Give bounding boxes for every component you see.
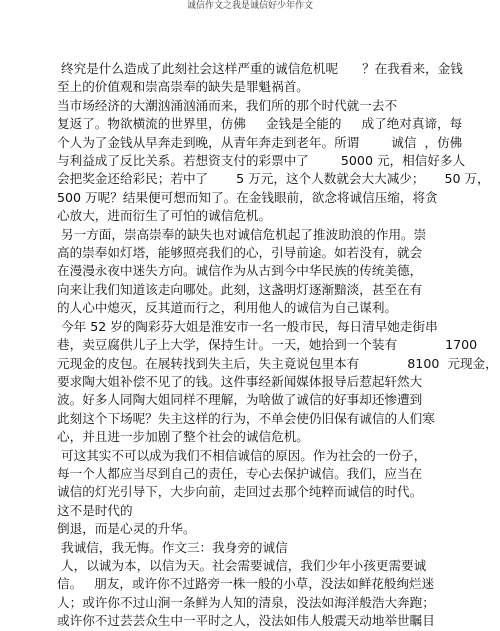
body-line: 人；或许你不过山涧一条鲜为人知的清泉，没法如海洋般浩大奔跑； xyxy=(57,594,435,610)
body-line: 的人心中熄灭，反其道而行之，利用他人的诚信为自己谋利。 xyxy=(57,300,398,316)
body-line: 心放大，进而衍生了可怕的诚信危机。 xyxy=(57,208,272,224)
body-line: 高的崇奉如灯塔，能够照亮我们的心，引导前途。如若没有，就会 xyxy=(57,245,423,261)
body-line: 至上的价值观和崇高崇奉的缺失是罪魁祸首。 xyxy=(57,79,309,95)
body-line: 这不是时代的 xyxy=(57,502,133,518)
body-line: 个人为了金钱从早奔走到晚，从青年奔走到老年。所谓 诚信 ，仿佛 xyxy=(57,134,463,150)
body-line: 可这其实不可以成为我们不相信诚信的原因。作为社会的一份子， xyxy=(57,447,427,463)
body-line: 终究是什么造成了此刻社会这样严重的诚信危机呢 ？在我看来，金钱 xyxy=(57,61,463,76)
body-line: 每一个人都应当尽到自己的责任，专心去保护诚信。我们，应当在 xyxy=(57,465,423,481)
body-line: 与利益成了反比关系。若想资支付的彩票中了 5000 元，相信好多人 xyxy=(57,153,466,169)
body-line: 我诚信，我无悔。作文三：我身旁的诚信 xyxy=(57,539,288,555)
body-line: 人，以诚为本，以信为天。社会需要诚信，我们少年小孩更需要诚 xyxy=(57,557,427,573)
body-line: 复返了。物欲横流的世界里，仿佛 金钱是全能的 成了绝对真谛，每 xyxy=(57,116,463,132)
body-line: 心，并且进一步加剧了整个社会的诚信危机。 xyxy=(57,429,309,445)
body-line: 向来让我们知道该走向哪处。此刻，这盏明灯逐渐黯淡，甚至在有 xyxy=(57,281,423,297)
body-line: 今年 52 岁的陶彩芬大姐是淮安市一名一般市民，每日清早她走街串 xyxy=(57,318,438,334)
body-line: 诚信的灯光引导下，大步向前，走回过去那个纯粹而诚信的时代。 xyxy=(57,484,423,500)
body-line: 倒退，而是心灵的升华。 xyxy=(57,521,196,537)
body-line: 巷，卖豆腐供儿子上大学，保持生计。一天，她拾到一个装有 1700 xyxy=(57,337,478,353)
body-line: 此刻这个下场呢？失主这样的行为，不单会使仍旧保有诚信的人们寒 xyxy=(57,410,435,426)
body-line: 在漫漫永夜中迷失方向。诚信作为从古到今中华民族的传统美德， xyxy=(57,263,423,279)
body-line: 波。好多人同陶大姐同样不理解，为啥做了诚信的好事却还惨遭到 xyxy=(57,392,423,408)
body-line: 另一方面，崇高崇奉的缺失也对诚信危机起了推波助浪的作用。崇 xyxy=(57,226,427,242)
body-line: 500 万呢？结果便可想而知了。在金钱眼前，欲念将诚信压缩，将贪 xyxy=(57,189,438,205)
body-line: 或许你不过芸芸众生中一平时之人，没法如伟人般震天动地举世瞩目 xyxy=(57,613,435,629)
page-header-title: 诚信作文之我是诚信好少年作文 xyxy=(186,1,313,11)
document-body xyxy=(57,60,498,631)
body-line: 当市场经济的大潮汹涌汹涌而来，我们所的那个时代就一去不 xyxy=(57,97,398,113)
body-line: 信。 朋友，或许你不过路旁一株一般的小草，没法如鲜花般绚烂迷 xyxy=(57,576,435,592)
body-line: 要求陶大姐补偿不见了的钱。这件事经新闻媒体报导后惹起轩然大 xyxy=(57,373,423,389)
body-line: 会把奖金还给彩民；若中了 5 万元，这个人数就会大大减少； 50 万， xyxy=(57,171,490,187)
body-line: 元现金的皮包。在展转找到失主后，失主竟说包里本有 8100 元现金， xyxy=(57,355,498,371)
